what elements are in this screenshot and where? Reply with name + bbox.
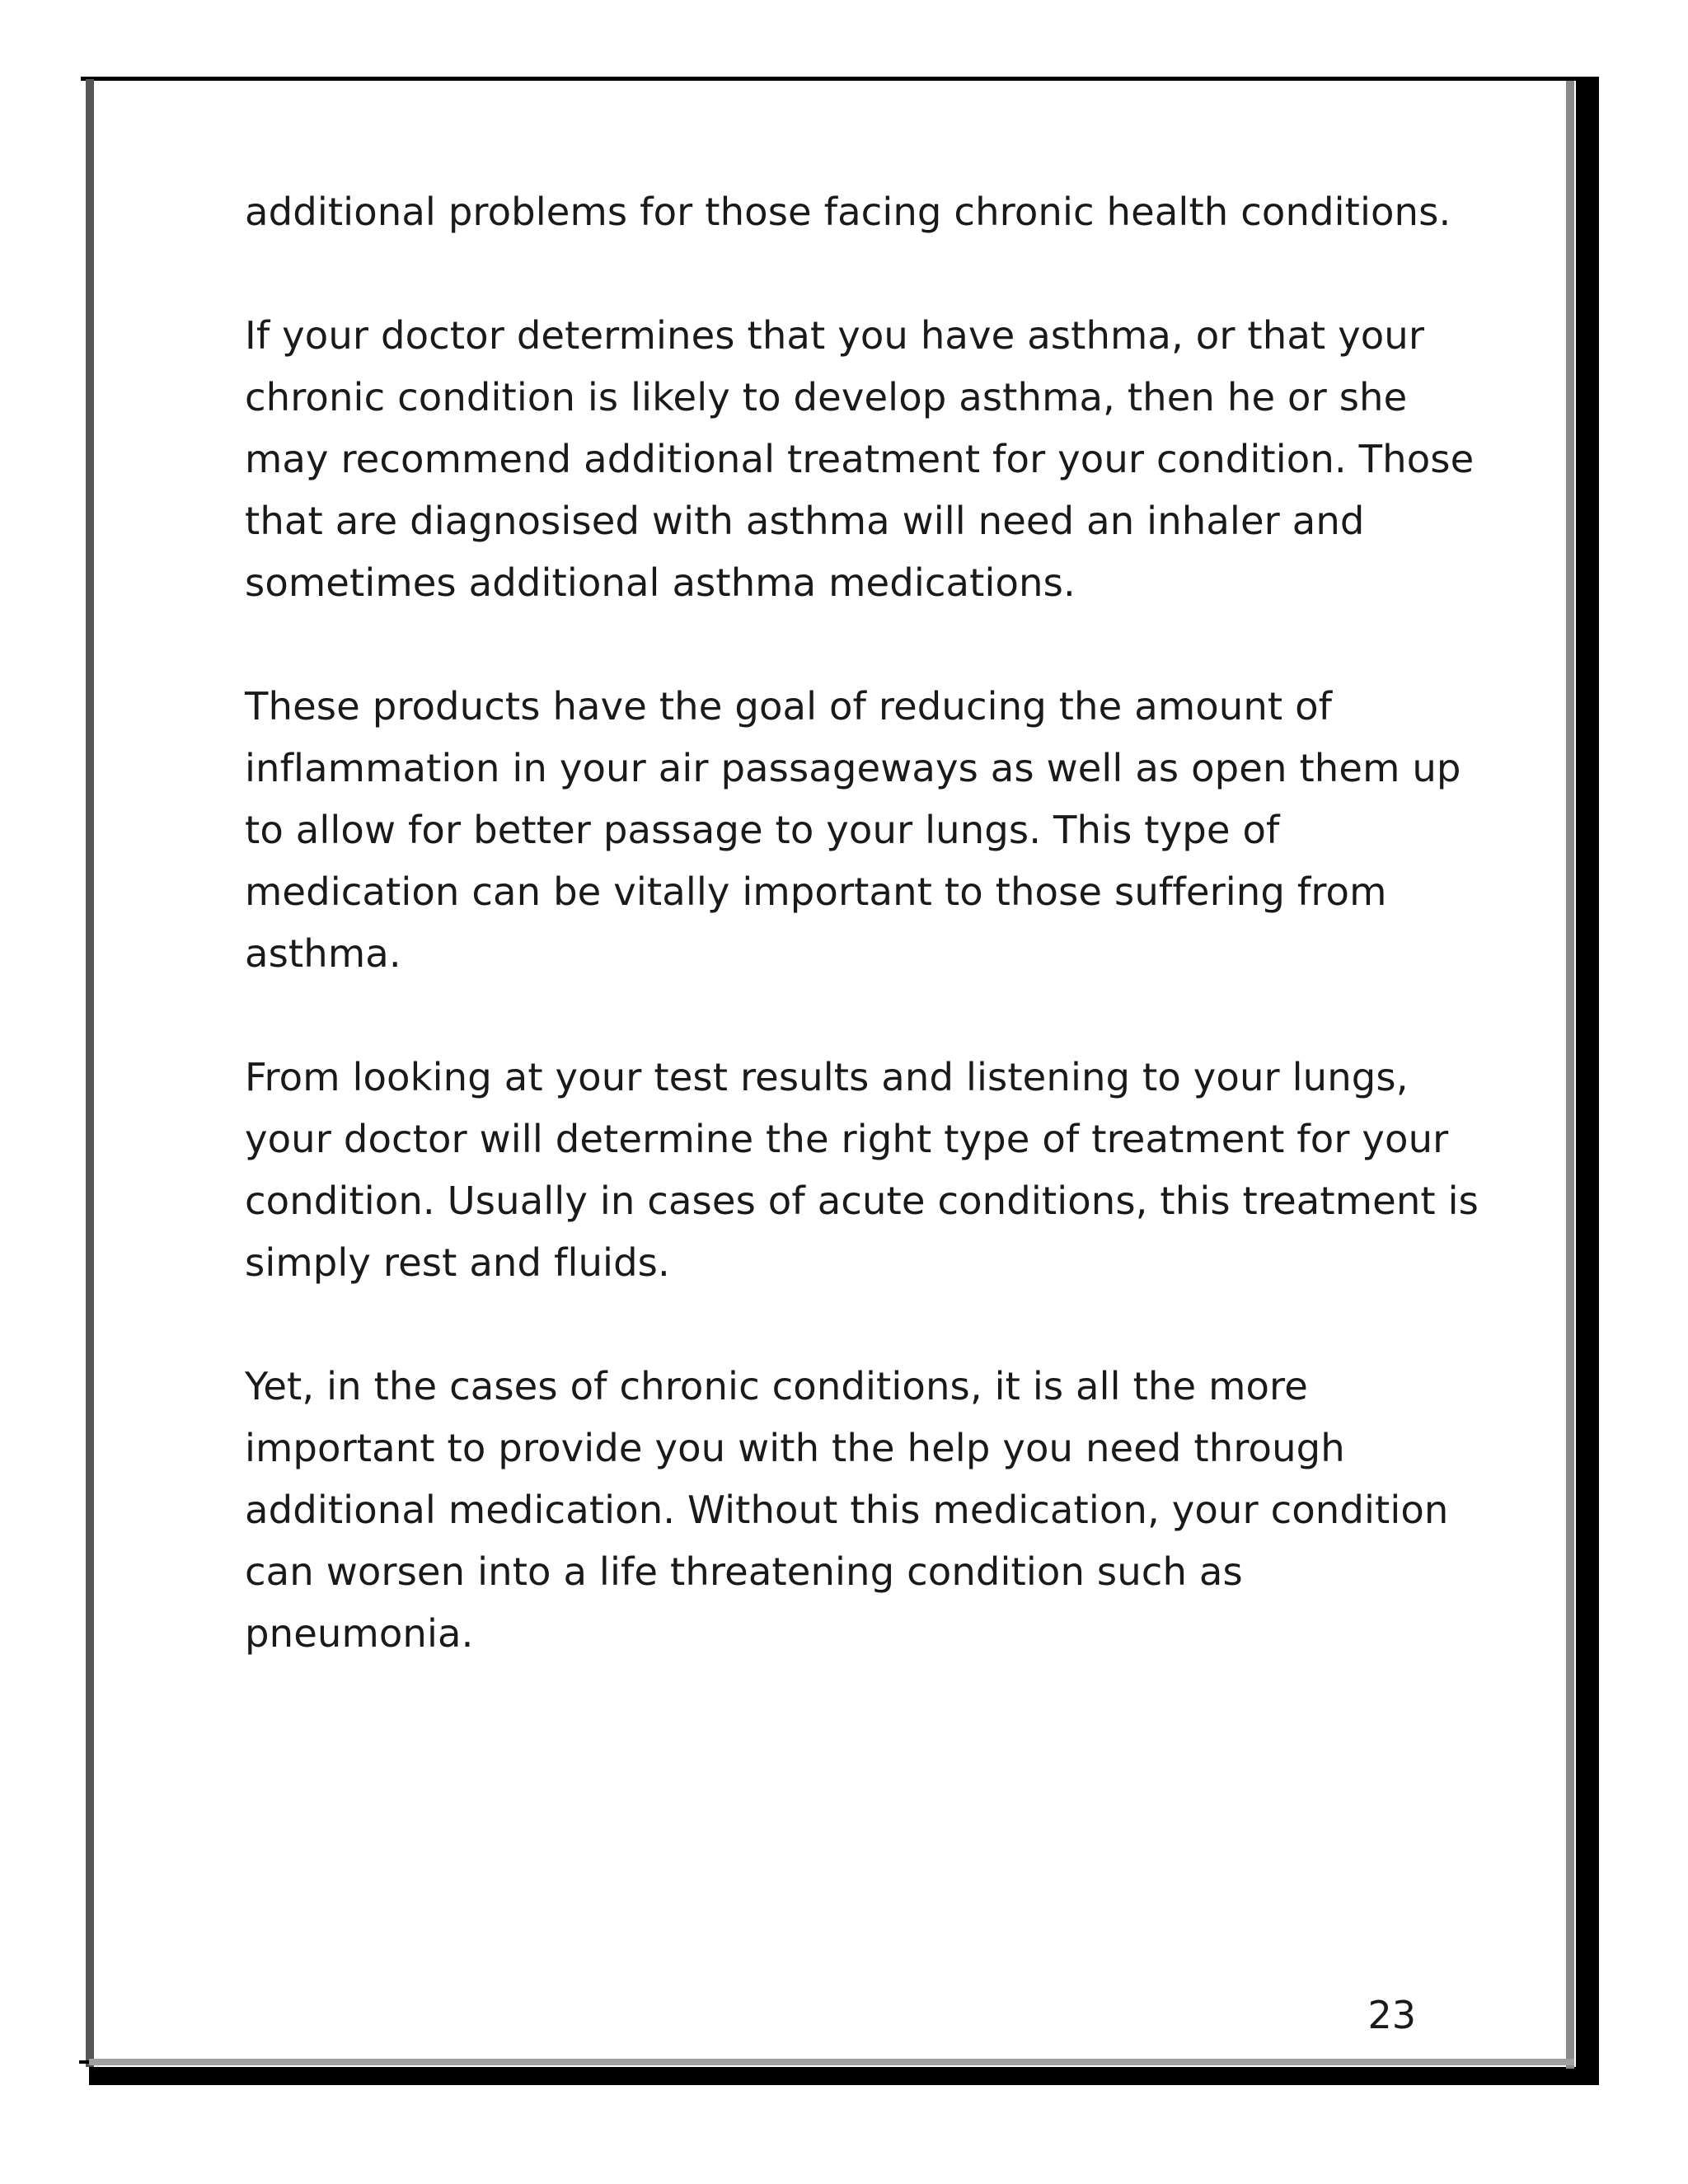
page-number: 23 xyxy=(1367,1993,1416,2037)
paragraph: From looking at your test results and listening to your lungs, your doctor will determine the right type of treatment for your condition. Usually in cases of acute conditions, this treatment is simply rest and fluids. xyxy=(245,1055,1479,1285)
page-border-bottom xyxy=(89,2059,1574,2065)
page-border-tick xyxy=(79,2060,89,2064)
page-shadow-right xyxy=(1576,78,1599,2085)
page-border-left xyxy=(86,79,94,2067)
page-border-right xyxy=(1566,81,1574,2069)
paragraph: If your doctor determines that you have asthma, or that your chronic condition is likely to develop asthma, then he or she may recommend additional treatment for your condition. Those that are diagnosised with asthma will need an inhaler and sometimes additional asthma medications. xyxy=(245,313,1475,605)
page-shadow-bottom xyxy=(89,2067,1599,2085)
paragraph: additional problems for those facing chronic health conditions. xyxy=(245,190,1451,234)
paragraph: These products have the goal of reducing the amount of inflammation in your air passageways as well as open them up to allow for better passage to your lungs. This type of medication can be vitally important to those suffering from asthma. xyxy=(245,684,1461,976)
body-text xyxy=(245,181,1481,1727)
paragraph: Yet, in the cases of chronic conditions, it is all the more important to provide you with the help you need through additional medication. Without this medication, your condition can worsen into a life threatening condition such as pneumonia. xyxy=(245,1364,1449,1656)
